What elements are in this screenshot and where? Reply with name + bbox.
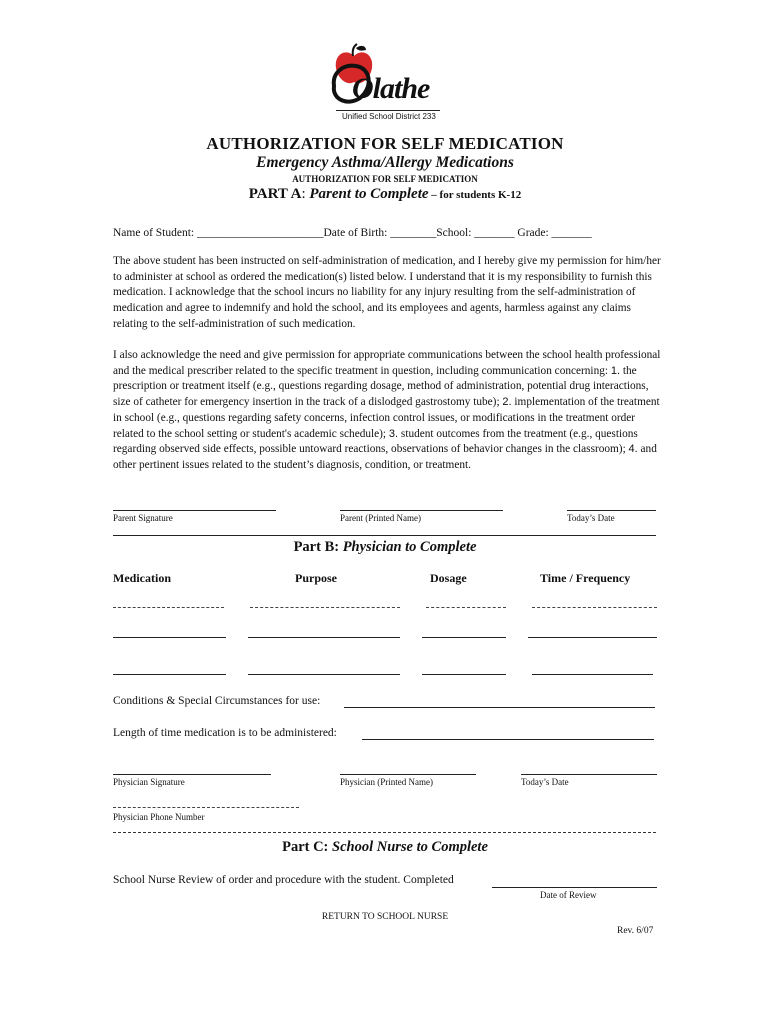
time-field-row3[interactable] bbox=[532, 674, 653, 675]
date-of-review-label: Date of Review bbox=[540, 890, 597, 900]
physician-date-line[interactable] bbox=[521, 774, 657, 775]
physician-signature-line[interactable] bbox=[113, 774, 271, 775]
return-instruction: RETURN TO SCHOOL NURSE bbox=[321, 912, 449, 922]
part-c-label: Part C: bbox=[282, 839, 329, 855]
dosage-field-row2[interactable] bbox=[422, 637, 506, 638]
part-a-label: PART A bbox=[248, 186, 302, 202]
physician-date-label: Today’s Date bbox=[521, 777, 569, 787]
part-b-label: Part B: bbox=[293, 539, 340, 555]
medication-field-row2[interactable] bbox=[113, 637, 226, 638]
district-logo bbox=[330, 42, 442, 122]
dosage-field-row1[interactable] bbox=[426, 607, 506, 608]
logo-wordmark: Olathe bbox=[352, 72, 430, 105]
parent-date-line[interactable] bbox=[567, 510, 656, 511]
item-text-1: the prescription or treatment itself (e.g., questions regarding dosage, method of administration, potential drug interactions, size of catheter for emergency insertion in the track of a dislodged gastrostomy tube); bbox=[113, 364, 649, 409]
communication-paragraph bbox=[113, 348, 661, 474]
date-of-review-field[interactable] bbox=[492, 887, 657, 888]
page-title: AUTHORIZATION FOR SELF MEDICATION bbox=[206, 134, 564, 153]
logo-subtitle: Unified School District 233 bbox=[342, 112, 436, 121]
physician-printed-label: Physician (Printed Name) bbox=[340, 777, 433, 787]
col-purpose: Purpose bbox=[295, 571, 337, 585]
part-a-italic: Parent to Complete bbox=[309, 186, 429, 202]
col-time-frequency: Time / Frequency bbox=[540, 571, 631, 585]
consent-paragraph: The above student has been instructed on self-administration of medication, and I hereby give my permission for him/her to administer at school as ordered the medication(s) listed below. I understand that it is my responsibility to furnish this medication. I acknowledge that the school incurs no liability for any injury resulting from the self-administration of medication and agree to indemnify and hold the school, and its employees and agents, harmless against any claims relating to the self-administration of such medication. bbox=[113, 255, 661, 330]
part-a-heading bbox=[0, 186, 770, 203]
part-c-italic: School Nurse to Complete bbox=[332, 839, 488, 855]
col-medication: Medication bbox=[113, 571, 171, 585]
dosage-field-row3[interactable] bbox=[422, 674, 506, 675]
parent-date-label: Today’s Date bbox=[567, 513, 615, 523]
item-number-3: 3. bbox=[388, 427, 399, 440]
student-info-line: Name of Student: ______________________Date of Birth: ________School: _______ Grade: _______ bbox=[113, 227, 592, 239]
physician-signature-label: Physician Signature bbox=[113, 777, 185, 787]
length-label: Length of time medication is to be administered: bbox=[113, 727, 337, 739]
item-number-4: 4. bbox=[628, 443, 638, 456]
part-b-heading bbox=[0, 539, 770, 556]
medication-field-row3[interactable] bbox=[113, 674, 226, 675]
physician-printed-line[interactable] bbox=[340, 774, 476, 775]
part-c-heading bbox=[0, 839, 770, 856]
col-dosage: Dosage bbox=[430, 571, 467, 585]
time-field-row2[interactable] bbox=[528, 637, 657, 638]
parent-signature-line[interactable] bbox=[113, 510, 276, 511]
page-subtitle: Emergency Asthma/Allergy Medications bbox=[256, 154, 514, 171]
item-text-4: and other pertinent issues related to the student’s diagnosis, condition, or treatment. bbox=[113, 443, 657, 471]
item-text-3: student outcomes from the treatment (e.g., questions regarding observed side effects, possible untoward reactions, observations of behavior changes in the classroom); bbox=[113, 427, 638, 456]
conditions-label: Conditions & Special Circumstances for use: bbox=[113, 695, 321, 707]
time-field-row1[interactable] bbox=[532, 607, 657, 608]
part-a-colon: : bbox=[301, 186, 306, 202]
length-field[interactable] bbox=[362, 739, 654, 740]
part-c-divider bbox=[113, 832, 656, 833]
medication-field-row1[interactable] bbox=[113, 607, 224, 608]
item-number-2: 2. bbox=[502, 396, 512, 409]
purpose-field-row3[interactable] bbox=[248, 674, 400, 675]
item-text-2: implementation of the treatment in school (e.g., questions regarding safety concerns, infection control issues, or modifications in the treatment order related to the school setting or student's academic schedule); bbox=[113, 396, 660, 440]
revision-label: Rev. 6/07 bbox=[617, 926, 654, 936]
nurse-review-text: School Nurse Review of order and procedure with the student. Completed bbox=[113, 874, 454, 886]
part-a-suffix: – for students K-12 bbox=[428, 189, 522, 201]
parent-printed-line[interactable] bbox=[340, 510, 503, 511]
purpose-field-row2[interactable] bbox=[248, 637, 400, 638]
parent-signature-label: Parent Signature bbox=[113, 513, 173, 523]
section-divider bbox=[113, 535, 656, 536]
item-number-1: 1. bbox=[610, 364, 621, 377]
communication-intro: I also acknowledge the need and give permission for appropriate communications between the school health professional and the medical prescriber related to the specific treatment in question, including communication concerning: bbox=[113, 349, 661, 377]
part-b-italic: Physician to Complete bbox=[342, 539, 477, 555]
physician-phone-label: Physician Phone Number bbox=[113, 812, 205, 822]
small-title: AUTHORIZATION FOR SELF MEDICATION bbox=[292, 174, 478, 184]
purpose-field-row1[interactable] bbox=[250, 607, 400, 608]
parent-printed-label: Parent (Printed Name) bbox=[340, 513, 421, 523]
physician-phone-line[interactable] bbox=[113, 807, 299, 808]
conditions-field[interactable] bbox=[344, 707, 655, 708]
